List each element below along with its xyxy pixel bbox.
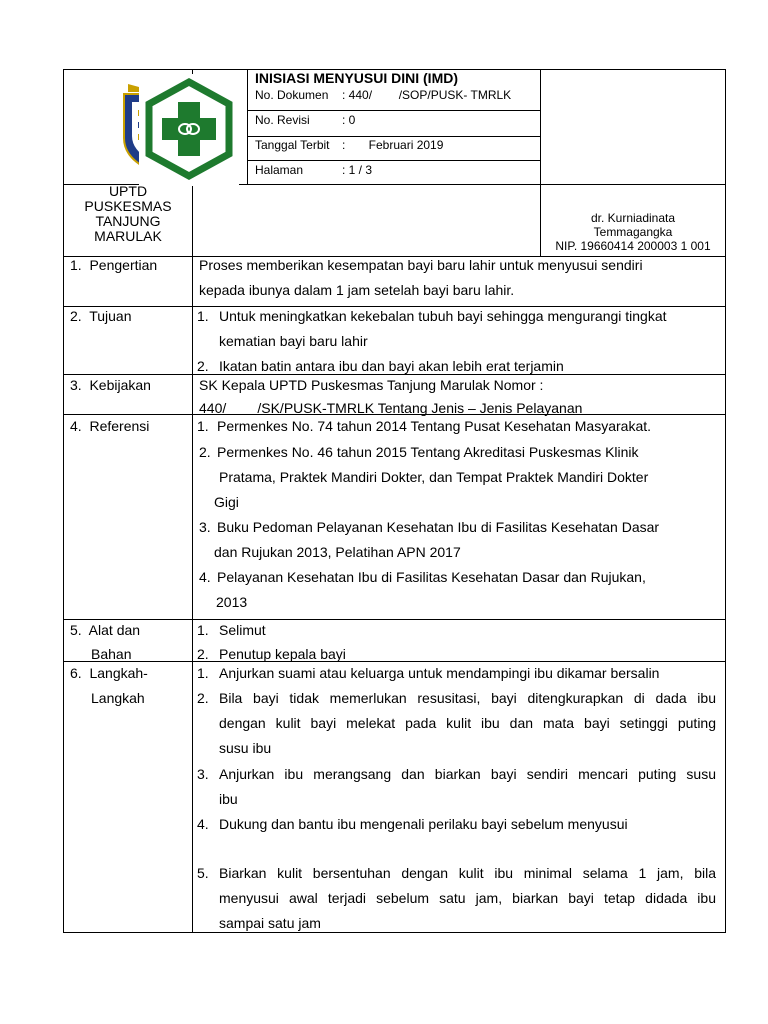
referensi-item-line: 2013 [216,594,248,610]
section-label-alat: 5. Alat dan [70,622,141,638]
list-number: 2. [197,690,209,706]
langkah-item-line: sampai satu jam [219,915,321,931]
kebijakan-line: SK Kepala UPTD Puskesmas Tanjung Marulak Nomor : [199,377,544,393]
org-line: MARULAK [94,228,162,244]
tujuan-item-line: Untuk meningkatkan kekebalan tubuh bayi sehingga mengurangi tingkat [219,308,667,324]
issue-date-label: Tanggal Terbit [255,138,330,152]
page-label: Halaman [255,163,304,177]
referensi-item-line: Permenkes No. 74 tahun 2014 Tentang Pusat Kesehatan Masyarakat. [217,418,652,434]
org-line: PUSKESMAS [84,198,172,214]
langkah-item-line: Bila bayi tidak memerlukan resusitasi, bayi ditengkurapkan di dada ibu [219,690,716,706]
pengertian-line: Proses memberikan kesempatan bayi baru lahir untuk menyusui sendiri [199,257,643,273]
alat-item: Selimut [219,622,266,638]
list-number: 4. [197,816,209,832]
revision-label: No. Revisi [255,113,310,127]
section-label-pengertian: 1. Pengertian [70,257,158,273]
list-number: 3. [197,766,209,782]
document-title: INISIASI MENYUSUI DINI (IMD) [255,70,459,86]
list-number: 1. [197,665,209,681]
langkah-item-line: ibu [219,791,238,807]
referensi-item-line: Buku Pedoman Pelayanan Kesehatan Ibu di Fasilitas Kesehatan Dasar [217,519,660,535]
list-number: 1. [197,418,209,434]
langkah-item-line: susu ibu [219,740,272,756]
list-number: 5. [197,865,209,881]
doc-number-label: No. Dokumen [255,88,329,102]
issue-date-value: : Februari 2019 [342,138,444,152]
section-label-langkah: 6. Langkah- [70,665,148,681]
kebijakan-line: 440/ /SK/PUSK-TMRLK Tentang Jenis – Jenis Pelayanan [199,400,583,416]
signer-name-2: Temmagangka [593,225,673,239]
langkah-item-line: Anjurkan suami atau keluarga untuk mendampingi ibu dikamar bersalin [219,665,660,681]
referensi-item-line: dan Rujukan 2013, Pelatihan APN 2017 [214,544,461,560]
referensi-item-line: Pelayanan Kesehatan Ibu di Fasilitas Kesehatan Dasar dan Rujukan, [217,569,646,585]
doc-number-value: : 440/ /SOP/PUSK- TMRLK [342,88,512,102]
alat-item: Penutup kepala bayi [219,646,346,662]
page-value: : 1 / 3 [342,163,373,177]
list-number: 2. [197,646,209,662]
list-number: 2. [197,358,209,374]
langkah-item-line: menyusui awal terjadi sebelum satu jam, biarkan bayi tetap didada ibu [219,890,716,906]
section-label-kebijakan: 3. Kebijakan [70,377,151,393]
list-number: 3. [199,519,211,535]
section-label-tujuan: 2. Tujuan [70,308,132,324]
referensi-item-line: Permenkes No. 46 tahun 2015 Tentang Akreditasi Puskesmas Klinik [217,444,639,460]
revision-value: : 0 [342,113,356,127]
signer-block [541,211,725,253]
puskesmas-logo [139,74,239,186]
section-label-alat-2: Bahan [91,646,132,662]
section-label-langkah-2: Langkah [91,690,145,706]
tujuan-item-line: kematian bayi baru lahir [219,333,368,349]
list-number: 2. [199,444,211,460]
org-line: TANJUNG [95,213,161,229]
signer-nip: NIP. 19660414 200003 1 001 [555,239,711,253]
tujuan-item-line: Ikatan batin antara ibu dan bayi akan lebih erat terjamin [219,358,564,374]
organization-name [64,184,192,244]
referensi-item-line: Pratama, Praktek Mandiri Dokter, dan Tempat Praktek Mandiri Dokter [219,469,649,485]
signer-name: dr. Kurniadinata [590,211,676,225]
referensi-item-line: Gigi [214,494,239,510]
langkah-item-line: Biarkan kulit bersentuhan dengan kulit ibu minimal selama 1 jam, bila [219,865,716,881]
list-number: 1. [197,308,209,324]
langkah-item-line: dengan kulit bayi melekat pada kulit ibu dan mata bayi setinggi puting [219,715,716,731]
langkah-item-line: Dukung dan bantu ibu mengenali perilaku bayi sebelum menyusui [219,816,628,832]
list-number: 4. [199,569,211,585]
pengertian-line: kepada ibunya dalam 1 jam setelah bayi baru lahir. [199,282,515,298]
org-line: UPTD [108,183,148,199]
section-label-referensi: 4. Referensi [70,418,150,434]
langkah-item-line: Anjurkan ibu merangsang dan biarkan bayi sendiri mencari puting susu [219,766,716,782]
list-number: 1. [197,622,209,638]
